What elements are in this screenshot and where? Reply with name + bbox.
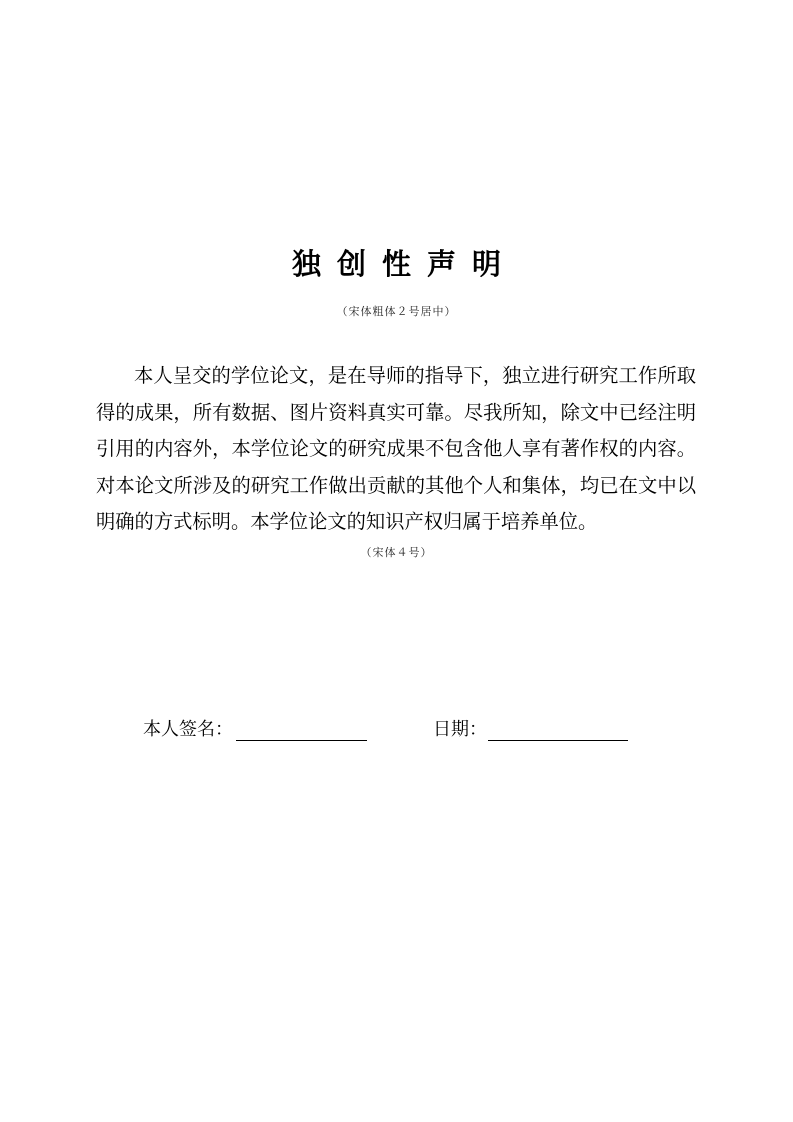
date-label: 日期：: [433, 719, 487, 740]
signature-line[interactable]: [236, 740, 367, 741]
page-title: 独创性声明: [291, 247, 517, 281]
date-line[interactable]: [488, 740, 628, 741]
title-format-note: （宋体粗体２号居中）: [336, 305, 457, 318]
signature-row: [0, 716, 793, 746]
body-format-note: （宋体４号）: [360, 546, 433, 559]
signature-label: 本人签名：: [143, 719, 233, 740]
declaration-text: 本人呈交的学位论文，是在导师的指导下，独立进行研究工作所取得的成果，所有数据、图片资料真实可靠。尽我所知，除文中已经注明引用的内容外，本学位论文的研究成果不包含他人享有著作权的内容。对本论文所涉及的研究工作做出贡献的其他个人和集体，均已在文中以明确的方式标明。本学位论文的知识产权归属于培养单位。: [96, 364, 696, 534]
